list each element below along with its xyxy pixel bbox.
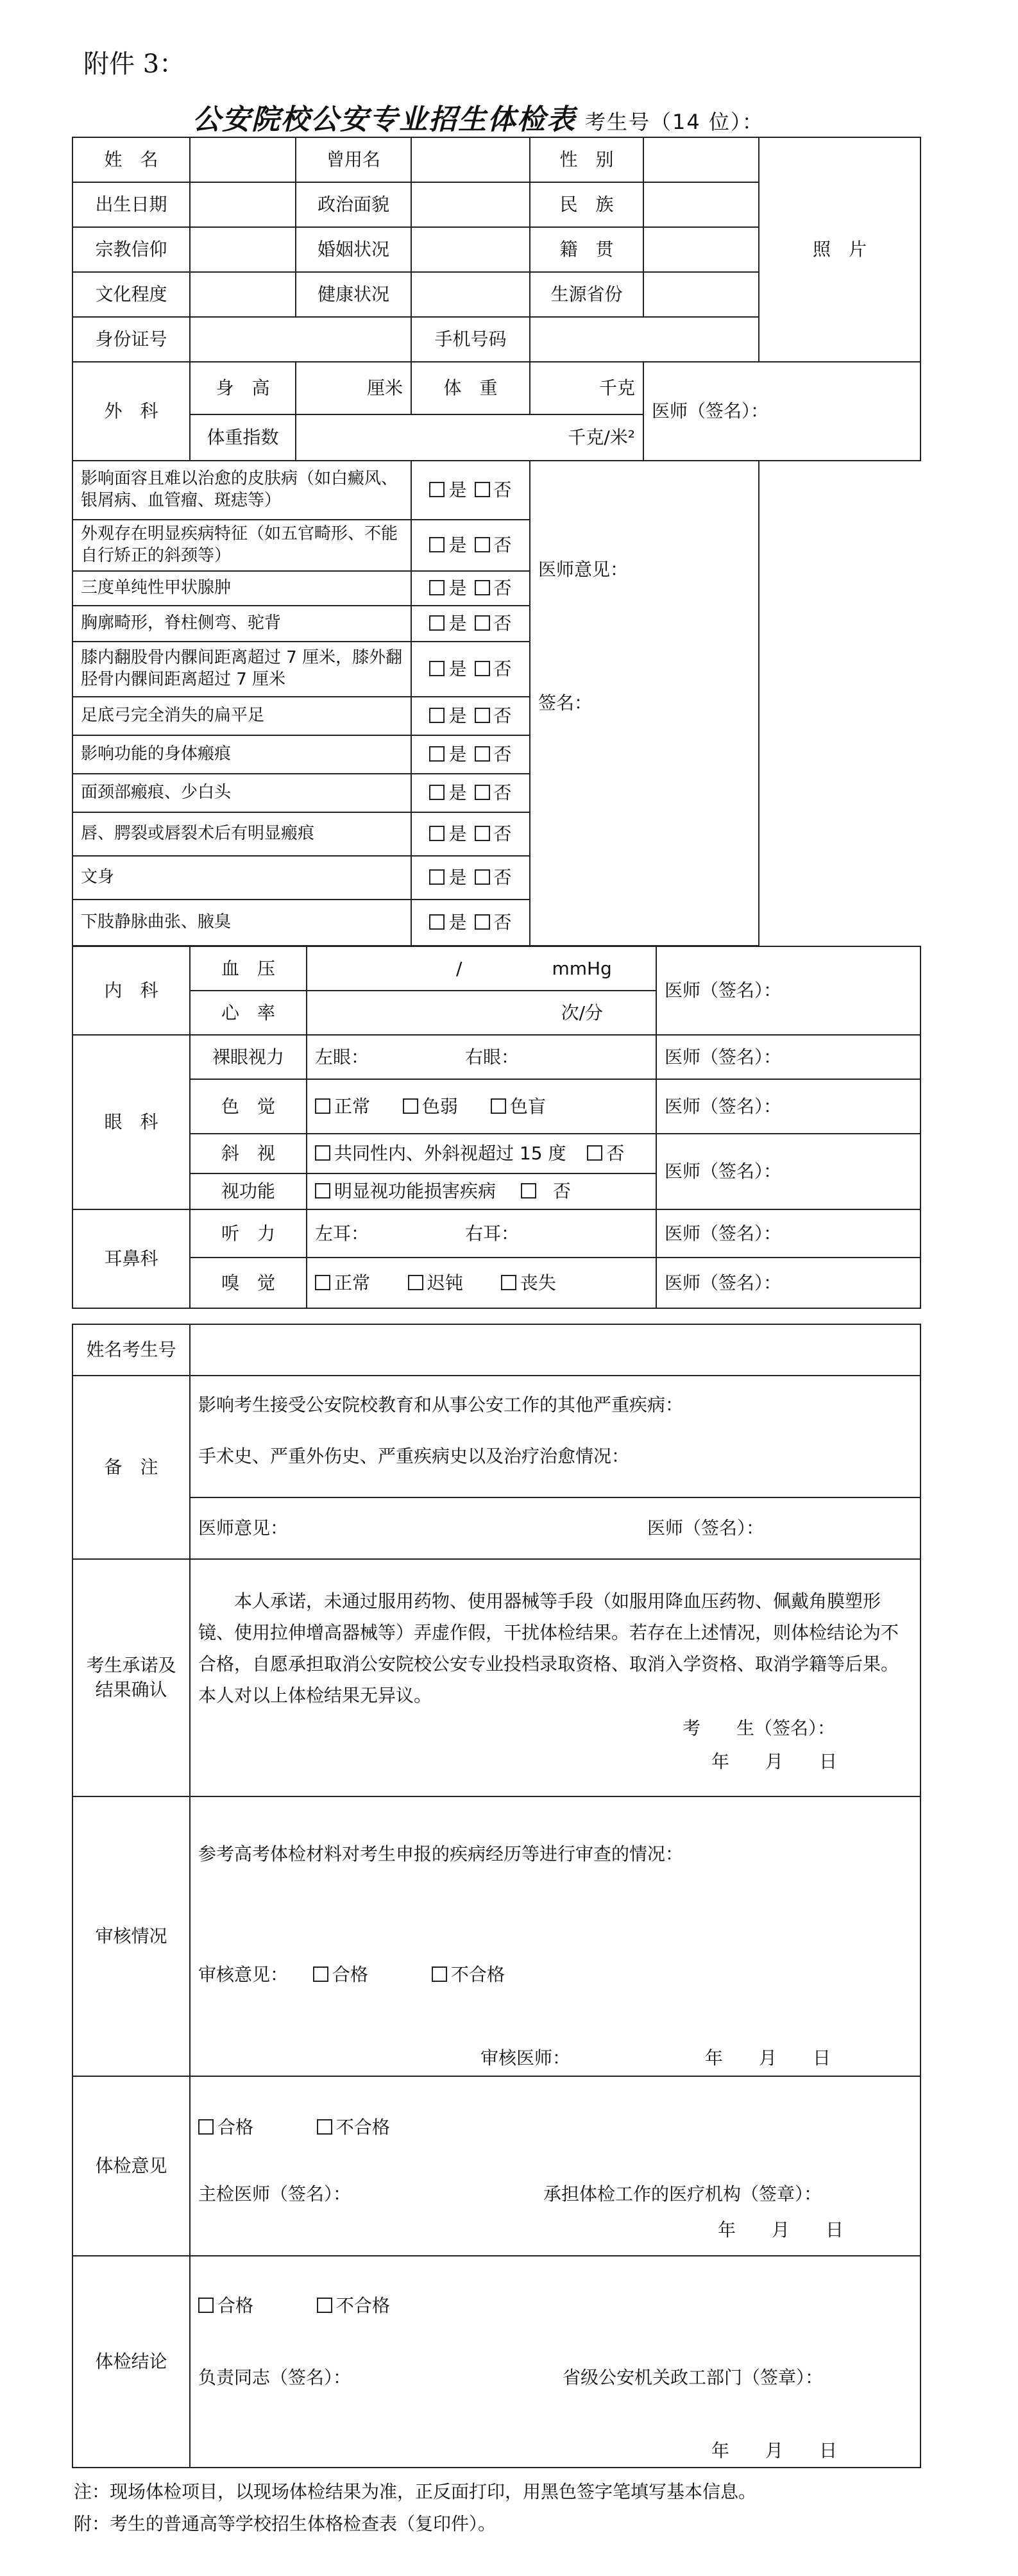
field-hr[interactable] bbox=[307, 991, 656, 1035]
promise-date: 年 月 日 bbox=[711, 1750, 838, 1772]
checkbox-visual-no[interactable] bbox=[521, 1183, 536, 1198]
field-marital[interactable] bbox=[411, 227, 530, 272]
remarks-doctor[interactable] bbox=[190, 1497, 920, 1559]
leader-sign: 负责同志（签名）： bbox=[198, 2366, 352, 2388]
opt-no: 否 bbox=[493, 577, 512, 599]
checkbox-squint-no[interactable] bbox=[587, 1145, 602, 1161]
opt-no: 否 bbox=[493, 823, 512, 845]
conclusion-fail: 不合格 bbox=[335, 2295, 390, 2316]
checkbox-yes[interactable] bbox=[429, 746, 445, 762]
surgery-item-choice[interactable] bbox=[411, 461, 530, 520]
field-name[interactable] bbox=[190, 137, 296, 182]
opt-yes: 是 bbox=[448, 912, 467, 934]
checkbox-yes[interactable] bbox=[429, 537, 445, 552]
label-weight: 体 重 bbox=[411, 362, 530, 414]
section-internal: 内 科 bbox=[72, 946, 190, 1035]
label-promise: 考生承诺及结果确认 bbox=[72, 1559, 190, 1796]
conclusion-pass: 合格 bbox=[217, 2295, 254, 2316]
label-hr: 心 率 bbox=[190, 991, 307, 1035]
checkbox-conclusion-pass[interactable] bbox=[198, 2298, 214, 2313]
checkbox-opinion-pass[interactable] bbox=[198, 2119, 214, 2135]
label-birth: 出生日期 bbox=[72, 182, 190, 227]
checkbox-yes[interactable] bbox=[429, 869, 445, 885]
label-color-vision: 色 觉 bbox=[190, 1079, 307, 1134]
opt-no: 否 bbox=[493, 744, 512, 765]
surgery-item-text: 膝内翻股骨内髁间距离超过 7 厘米，膝外翻胫骨内髁间距离超过 7 厘米 bbox=[72, 642, 411, 697]
section-eye: 眼 科 bbox=[72, 1035, 190, 1209]
surgery-item-text: 面颈部瘢痕、少白头 bbox=[72, 774, 411, 812]
checkbox-no[interactable] bbox=[475, 746, 490, 762]
label-left-ear: 左耳： bbox=[315, 1222, 369, 1244]
surgery-item-row bbox=[72, 571, 920, 606]
checkbox-no[interactable] bbox=[475, 661, 490, 676]
checkbox-review-fail[interactable] bbox=[432, 1966, 447, 1982]
form-title bbox=[192, 96, 764, 137]
opt-yes: 是 bbox=[448, 782, 467, 804]
squint-text: 共同性内、外斜视超过 15 度 bbox=[334, 1143, 566, 1164]
field-province[interactable] bbox=[643, 272, 759, 317]
label-right-ear: 右耳： bbox=[465, 1222, 520, 1244]
smell-dull: 迟钝 bbox=[427, 1272, 463, 1293]
field-bmi[interactable] bbox=[296, 414, 643, 461]
surgery-item-text: 影响面容且难以治愈的皮肤病（如白癜风、银屑病、血管瘤、斑痣等） bbox=[72, 461, 411, 520]
surgery-item-row bbox=[72, 642, 920, 697]
smell-doctor-sign-label: 医师（签名）： bbox=[665, 1272, 782, 1293]
checkbox-no[interactable] bbox=[475, 615, 490, 631]
surgery-item-choice[interactable] bbox=[411, 520, 530, 571]
label-smell: 嗅 觉 bbox=[190, 1258, 307, 1308]
surgery-sign: 签名： bbox=[538, 692, 593, 713]
checkbox-visual[interactable] bbox=[315, 1183, 330, 1198]
review-date: 年 月 日 bbox=[705, 2047, 831, 2068]
color-doctor-sign-label: 医师（签名）： bbox=[665, 1095, 782, 1117]
checkbox-no[interactable] bbox=[475, 914, 490, 930]
opt-no: 否 bbox=[493, 782, 512, 804]
footnote-1: 注：现场体检项目，以现场体检结果为准，正反面打印，用黑色签字笔填写基本信息。 bbox=[74, 2481, 757, 2502]
surgery-item-text: 足底弓完全消失的扁平足 bbox=[72, 697, 411, 735]
opinion-date: 年 月 日 bbox=[718, 2219, 844, 2240]
field-weight[interactable] bbox=[530, 362, 643, 414]
remarks-doctor-sign: 医师（签名）： bbox=[647, 1517, 765, 1539]
opt-no: 否 bbox=[493, 534, 512, 556]
label-health: 健康状况 bbox=[296, 272, 411, 317]
internal-doctor-sign-label: 医师（签名）： bbox=[665, 980, 782, 1002]
surgery-doctor-sign-label: 医师（签名）： bbox=[652, 400, 769, 422]
field-education[interactable] bbox=[190, 272, 296, 317]
attachment-label: 附件 3： bbox=[83, 49, 185, 79]
field-id[interactable] bbox=[190, 317, 411, 362]
checkbox-normal[interactable] bbox=[315, 1098, 330, 1114]
field-height[interactable] bbox=[296, 362, 411, 414]
field-hearing[interactable] bbox=[307, 1209, 656, 1258]
squint-no: 否 bbox=[606, 1143, 625, 1164]
checkbox-no[interactable] bbox=[475, 785, 490, 800]
checkbox-weak[interactable] bbox=[403, 1098, 418, 1114]
remarks-doctor-opinion: 医师意见： bbox=[198, 1517, 289, 1539]
surgery-item-choice[interactable] bbox=[411, 606, 530, 642]
opt-yes: 是 bbox=[448, 534, 467, 556]
surgery-item-text: 下肢静脉曲张、腋臭 bbox=[72, 900, 411, 946]
label-right-eye: 右眼： bbox=[465, 1046, 520, 1068]
surgery-item-row bbox=[72, 856, 920, 900]
label-height: 身 高 bbox=[190, 362, 296, 414]
checkbox-no[interactable] bbox=[475, 708, 490, 723]
dept-stamp: 省级公安机关政工部门（签章）： bbox=[563, 2366, 824, 2388]
checkbox-yes[interactable] bbox=[429, 914, 445, 930]
surgery-item-choice[interactable] bbox=[411, 900, 530, 946]
field-naked-vision[interactable] bbox=[307, 1035, 656, 1079]
chief-doctor: 主检医师（签名）： bbox=[198, 2183, 352, 2205]
surgery-item-row bbox=[72, 606, 920, 642]
review-doctor: 审核医师： bbox=[480, 2047, 571, 2068]
checkbox-no[interactable] bbox=[475, 869, 490, 885]
surgery-item-choice[interactable] bbox=[411, 571, 530, 606]
surgery-item-choice[interactable] bbox=[411, 735, 530, 774]
field-color-vision[interactable] bbox=[307, 1079, 656, 1134]
photo-box[interactable]: 照 片 bbox=[759, 137, 920, 362]
opinion-pass: 合格 bbox=[217, 2117, 254, 2138]
field-former-name[interactable] bbox=[411, 137, 530, 182]
promise-cell[interactable] bbox=[190, 1559, 920, 1796]
hearing-doctor-sign[interactable] bbox=[656, 1209, 920, 1258]
label-hearing: 听 力 bbox=[190, 1209, 307, 1258]
unit-cm: 厘米 bbox=[366, 377, 403, 399]
checkbox-yes[interactable] bbox=[429, 615, 445, 631]
surgery-item-text: 外观存在明显疾病特征（如五官畸形、不能自行矫正的斜颈等） bbox=[72, 520, 411, 571]
naked-doctor-sign[interactable] bbox=[656, 1035, 920, 1079]
field-birth[interactable] bbox=[190, 182, 296, 227]
review-fail: 不合格 bbox=[450, 1963, 505, 1985]
label-name-no: 姓名考生号 bbox=[72, 1324, 190, 1376]
checkbox-conclusion-fail[interactable] bbox=[317, 2298, 332, 2313]
surgery-doctor-opinion: 医师意见： bbox=[538, 559, 629, 580]
opt-no: 否 bbox=[493, 867, 512, 889]
checkbox-yes[interactable] bbox=[429, 708, 445, 723]
remarks-q2: 手术史、严重外伤史、严重疾病史以及治疗治愈情况： bbox=[198, 1445, 630, 1467]
surgery-item-choice[interactable] bbox=[411, 856, 530, 900]
checkbox-yes[interactable] bbox=[429, 580, 445, 595]
label-education: 文化程度 bbox=[72, 272, 190, 317]
surgery-item-text: 唇、腭裂或唇裂术后有明显瘢痕 bbox=[72, 812, 411, 856]
surgery-item-row bbox=[72, 774, 920, 812]
remarks-q1: 影响考生接受公安院校教育和从事公安工作的其他严重疾病： bbox=[198, 1394, 684, 1415]
surgery-item-row bbox=[72, 520, 920, 571]
color-doctor-sign[interactable] bbox=[656, 1079, 920, 1134]
checkbox-no[interactable] bbox=[475, 537, 490, 552]
opt-yes: 是 bbox=[448, 577, 467, 599]
field-political[interactable] bbox=[411, 182, 530, 227]
opt-yes: 是 bbox=[448, 479, 467, 501]
visual-text: 明显视功能损害疾病 bbox=[334, 1181, 496, 1202]
surgery-item-choice[interactable] bbox=[411, 642, 530, 697]
unit-kg: 千克 bbox=[598, 377, 635, 399]
label-left-eye: 左眼： bbox=[315, 1046, 369, 1068]
smell-normal: 正常 bbox=[334, 1272, 371, 1293]
field-squint[interactable] bbox=[307, 1134, 656, 1173]
opt-yes: 是 bbox=[448, 705, 467, 727]
exam-no-label: 考生号（14 位）： bbox=[585, 110, 764, 134]
surgery-item-row bbox=[72, 697, 920, 735]
bp-sep: / bbox=[456, 957, 462, 979]
squint-doctor-sign[interactable] bbox=[656, 1134, 920, 1209]
hr-unit: 次/分 bbox=[561, 1002, 603, 1023]
smell-doctor-sign[interactable] bbox=[656, 1258, 920, 1308]
opt-no: 否 bbox=[493, 705, 512, 727]
surgery-item-row bbox=[72, 812, 920, 856]
label-review: 审核情况 bbox=[72, 1796, 190, 2076]
remarks-questions[interactable] bbox=[190, 1376, 920, 1497]
surgery-item-row bbox=[72, 900, 920, 946]
opinion-fail: 不合格 bbox=[335, 2117, 390, 2138]
checkbox-review-pass[interactable] bbox=[313, 1966, 328, 1982]
label-bp: 血 压 bbox=[190, 946, 307, 991]
label-province: 生源省份 bbox=[530, 272, 643, 317]
opt-no: 否 bbox=[493, 613, 512, 635]
conclusion-cell[interactable] bbox=[190, 2256, 920, 2468]
opt-no: 否 bbox=[493, 912, 512, 934]
field-bp[interactable] bbox=[307, 946, 656, 991]
field-name-no[interactable] bbox=[190, 1324, 920, 1376]
candidate-sign: 考 生（签名）： bbox=[683, 1718, 836, 1739]
naked-doctor-sign-label: 医师（签名）： bbox=[665, 1046, 782, 1068]
label-bmi: 体重指数 bbox=[190, 414, 296, 461]
review-cell[interactable] bbox=[190, 1796, 920, 2076]
opt-blind: 色盲 bbox=[509, 1095, 546, 1117]
checkbox-no[interactable] bbox=[475, 826, 490, 841]
checkbox-yes[interactable] bbox=[429, 661, 445, 676]
label-conclusion: 体检结论 bbox=[72, 2256, 190, 2468]
opinion-cell[interactable] bbox=[190, 2076, 920, 2256]
opt-yes: 是 bbox=[448, 867, 467, 889]
label-ethnic: 民 族 bbox=[530, 182, 643, 227]
opt-yes: 是 bbox=[448, 744, 467, 765]
section-surgery: 外 科 bbox=[72, 362, 190, 461]
surgery-item-text: 文身 bbox=[72, 856, 411, 900]
conclusion-date: 年 月 日 bbox=[711, 2439, 838, 2461]
checkbox-opinion-fail[interactable] bbox=[317, 2119, 332, 2135]
institution: 承担体检工作的医疗机构（签章）： bbox=[543, 2183, 822, 2205]
label-naked-vision: 裸眼视力 bbox=[190, 1035, 307, 1079]
label-id: 身份证号 bbox=[72, 317, 190, 362]
review-opinion: 审核意见： bbox=[198, 1963, 289, 1985]
checkbox-no[interactable] bbox=[475, 482, 490, 497]
field-religion[interactable] bbox=[190, 227, 296, 272]
surgery-doctor-sign[interactable] bbox=[643, 362, 920, 461]
checkbox-yes[interactable] bbox=[429, 785, 445, 800]
label-opinion: 体检意见 bbox=[72, 2076, 190, 2256]
exam-table-main bbox=[72, 137, 921, 946]
opt-no: 否 bbox=[493, 479, 512, 501]
label-native: 籍 贯 bbox=[530, 227, 643, 272]
promise-text: 本人承诺，未通过服用药物、使用器械等手段（如服用降血压药物、佩戴角膜塑形镜、使用拉伸增高器械等）弄虚作假，干扰体检结果。若存在上述情况，则体检结论为不合格，自愿承担取消公安院校公安专业投档录取资格、取消入学资格、取消学籍等后果。本人对以上体检结果无异议。 bbox=[198, 1591, 899, 1706]
checkbox-blind[interactable] bbox=[491, 1098, 506, 1114]
label-visual-function: 视功能 bbox=[190, 1173, 307, 1209]
opt-normal: 正常 bbox=[334, 1095, 371, 1117]
visual-no: 否 bbox=[552, 1181, 571, 1202]
opt-yes: 是 bbox=[448, 613, 467, 635]
opt-yes: 是 bbox=[448, 823, 467, 845]
label-former-name: 曾用名 bbox=[296, 137, 411, 182]
field-smell[interactable] bbox=[307, 1258, 656, 1308]
surgery-item-choice[interactable] bbox=[411, 774, 530, 812]
field-health[interactable] bbox=[411, 272, 530, 317]
exam-table-lower bbox=[72, 946, 921, 1309]
review-question: 参考高考体检材料对考生申报的疾病经历等进行审查的情况： bbox=[198, 1843, 684, 1864]
field-ethnic[interactable] bbox=[643, 182, 759, 227]
surgery-item-text: 胸廓畸形，脊柱侧弯、驼背 bbox=[72, 606, 411, 642]
label-squint: 斜 视 bbox=[190, 1134, 307, 1173]
checkbox-no[interactable] bbox=[475, 580, 490, 595]
checkbox-yes[interactable] bbox=[429, 482, 445, 497]
label-remarks: 备 注 bbox=[72, 1376, 190, 1559]
opt-no: 否 bbox=[493, 658, 512, 680]
surgery-item-text: 影响功能的身体瘢痕 bbox=[72, 735, 411, 774]
surgery-item-text: 三度单纯性甲状腺肿 bbox=[72, 571, 411, 606]
field-gender[interactable] bbox=[643, 137, 759, 182]
field-phone[interactable] bbox=[530, 317, 759, 362]
internal-doctor-sign[interactable] bbox=[656, 946, 920, 1035]
label-marital: 婚姻状况 bbox=[296, 227, 411, 272]
opt-yes: 是 bbox=[448, 658, 467, 680]
squint-doctor-sign-label: 医师（签名）： bbox=[665, 1161, 782, 1182]
checkbox-smell-normal[interactable] bbox=[315, 1275, 330, 1290]
exam-table-back bbox=[72, 1324, 921, 2468]
checkbox-yes[interactable] bbox=[429, 826, 445, 841]
footnote-2: 附：考生的普通高等学校招生体格检查表（复印件）。 bbox=[74, 2513, 496, 2534]
review-pass: 合格 bbox=[332, 1963, 368, 1985]
label-political: 政治面貌 bbox=[296, 182, 411, 227]
surgery-item-choice[interactable] bbox=[411, 812, 530, 856]
section-ent: 耳鼻科 bbox=[72, 1209, 190, 1308]
surgery-opinion-cell[interactable] bbox=[530, 461, 759, 946]
surgery-item-row bbox=[72, 735, 920, 774]
checkbox-squint[interactable] bbox=[315, 1145, 330, 1161]
field-native[interactable] bbox=[643, 227, 759, 272]
checkbox-smell-lost[interactable] bbox=[501, 1275, 516, 1290]
label-name: 姓 名 bbox=[72, 137, 190, 182]
smell-lost: 丧失 bbox=[520, 1272, 556, 1293]
bp-unit: mmHg bbox=[552, 957, 612, 979]
title-text: 公安院校公安专业招生体检表 bbox=[192, 103, 576, 136]
opt-weak: 色弱 bbox=[421, 1095, 458, 1117]
unit-bmi: 千克/米² bbox=[568, 427, 635, 448]
label-phone: 手机号码 bbox=[411, 317, 530, 362]
field-visual-function[interactable] bbox=[307, 1173, 656, 1209]
surgery-item-choice[interactable] bbox=[411, 697, 530, 735]
hearing-doctor-sign-label: 医师（签名）： bbox=[665, 1222, 782, 1244]
checkbox-smell-dull[interactable] bbox=[408, 1275, 423, 1290]
label-gender: 性 别 bbox=[530, 137, 643, 182]
surgery-item-row bbox=[72, 461, 920, 520]
label-religion: 宗教信仰 bbox=[72, 227, 190, 272]
